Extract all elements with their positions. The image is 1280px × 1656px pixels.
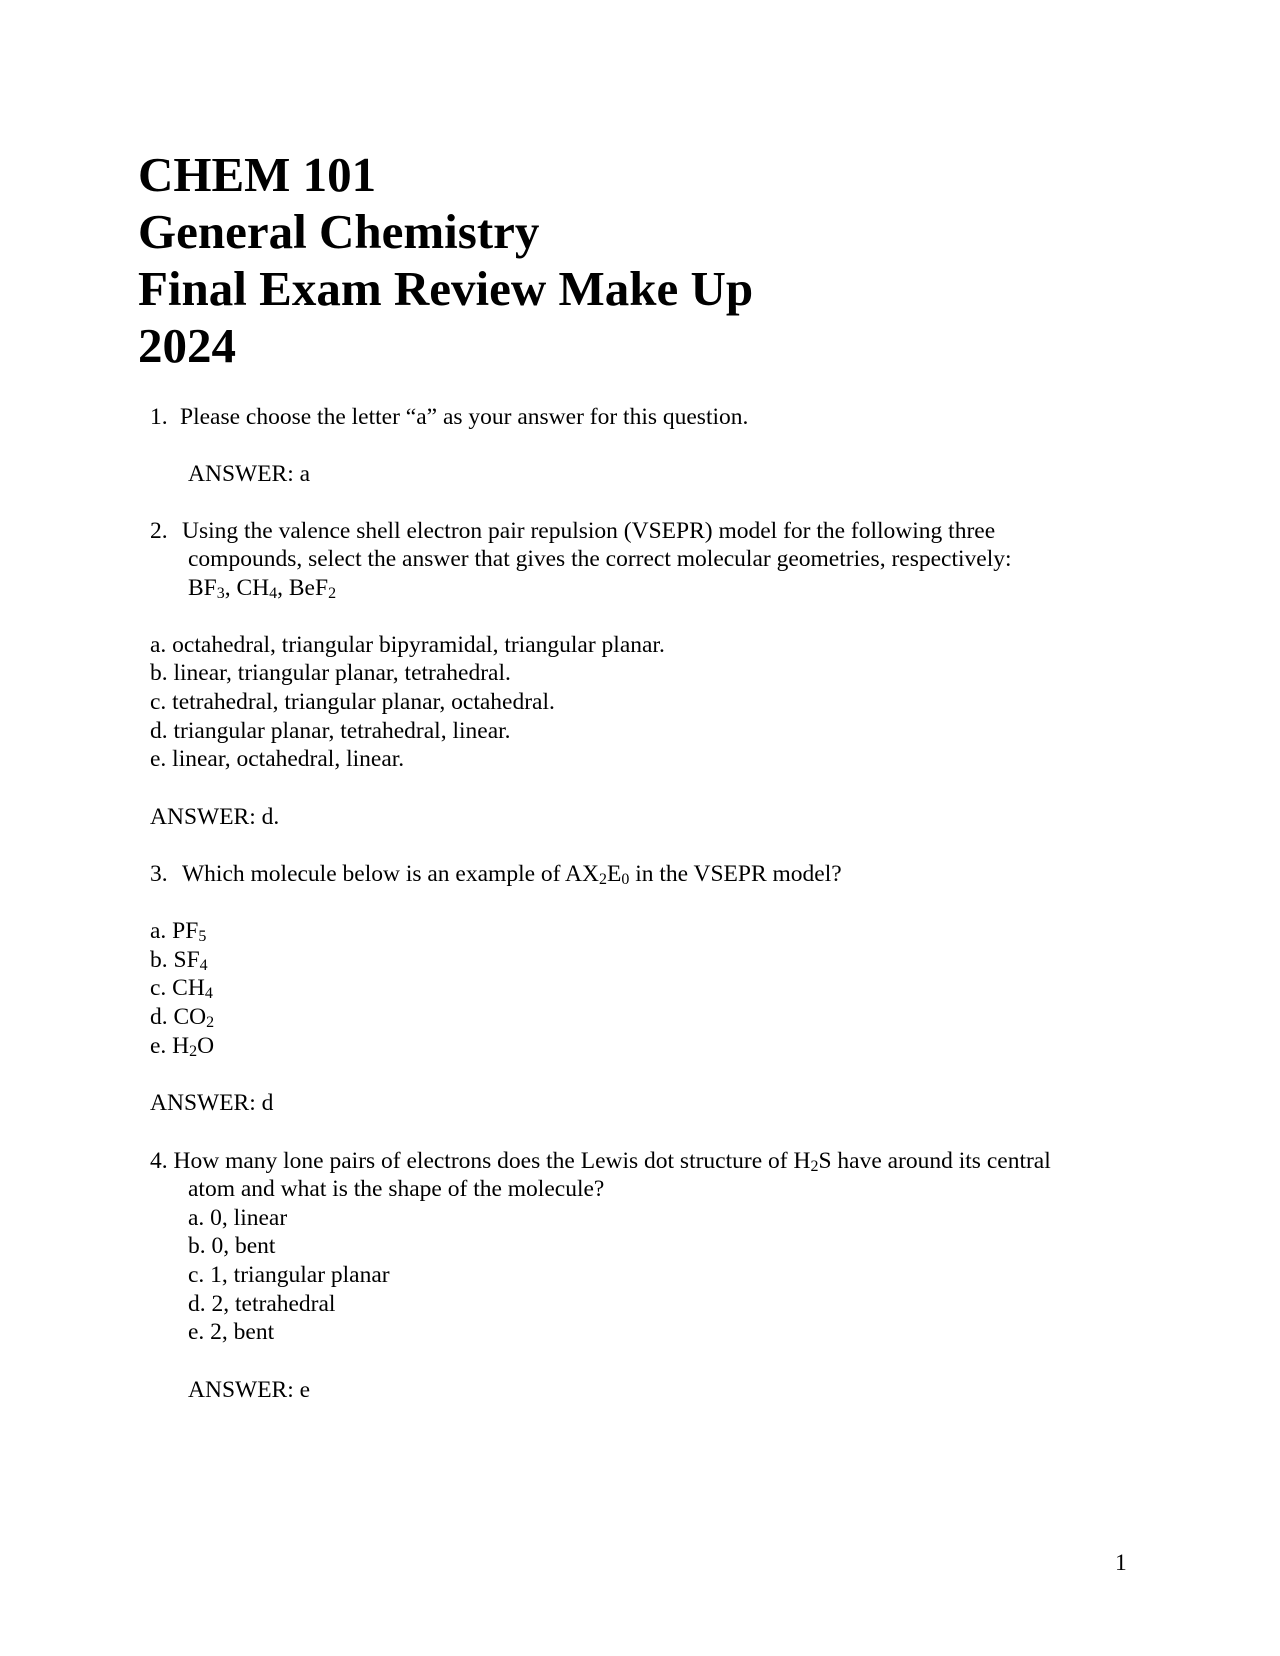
formula-bf3: $BF_3$, — [188, 575, 237, 602]
question-1-answer: ANSWER: a — [188, 461, 311, 487]
question-3-option-d: d. $CO_2$ — [150, 1004, 215, 1031]
formula-bef2: BeF$_2$ — [288, 575, 337, 602]
exam-year: 2024 — [138, 318, 236, 373]
question-2-formulas — [188, 577, 336, 601]
question-2-line-1: Using the valence shell electron pair repulsion (VSEPR) model for the following three — [182, 518, 996, 544]
formula-ch4: $CH_4$, — [236, 575, 289, 602]
question-2-option-d: d. triangular planar, tetrahedral, linear. — [150, 718, 511, 744]
question-2-option-a: a. octahedral, triangular bipyramidal, triangular planar. — [150, 632, 665, 658]
question-3-option-a: a. $PF_5$ — [150, 918, 207, 945]
question-2-option-e: e. linear, octahedral, linear. — [150, 746, 405, 772]
question-4-option-d: d. 2, tetrahedral — [188, 1291, 336, 1317]
question-4-option-e: e. 2, bent — [188, 1319, 275, 1345]
question-3-answer: ANSWER: d — [150, 1090, 274, 1116]
question-4-line-1: 4. How many lone pairs of electrons does the Lewis dot structure of $H_2S$ have around its central — [150, 1148, 1051, 1175]
question-3-option-b: b. $SF_4$ — [150, 947, 208, 974]
question-4-option-c: c. 1, triangular planar — [188, 1262, 390, 1288]
question-3-option-e: e. $H_2O$ — [150, 1033, 215, 1060]
question-1-text: Please choose the letter “a” as your answer for this question. — [180, 404, 749, 430]
page-number: 1 — [1115, 1550, 1127, 1576]
exam-title: Final Exam Review Make Up — [138, 261, 754, 316]
question-4-line-2: atom and what is the shape of the molecule? — [188, 1176, 605, 1202]
question-4-option-b: b. 0, bent — [188, 1233, 276, 1259]
question-2-option-b: b. linear, triangular planar, tetrahedral. — [150, 660, 511, 686]
question-2-number: 2. — [150, 518, 168, 544]
question-2-answer: ANSWER: d. — [150, 804, 280, 830]
question-3-text: Which molecule below is an example of $AX_2E_0$ in the VSEPR model? — [182, 861, 842, 888]
course-subject: General Chemistry — [138, 204, 540, 259]
course-code: CHEM 101 — [138, 147, 377, 202]
question-3-option-c: c. $CH_4$ — [150, 975, 213, 1002]
question-1-number: 1. — [150, 404, 168, 430]
question-3-number: 3. — [150, 861, 168, 887]
question-4-option-a: a. 0, linear — [188, 1205, 288, 1231]
question-4-answer: ANSWER: e — [188, 1377, 311, 1403]
question-2-option-c: c. tetrahedral, triangular planar, octahedral. — [150, 689, 555, 715]
question-2-line-2: compounds, select the answer that gives the correct molecular geometries, respectively: — [188, 546, 1012, 572]
